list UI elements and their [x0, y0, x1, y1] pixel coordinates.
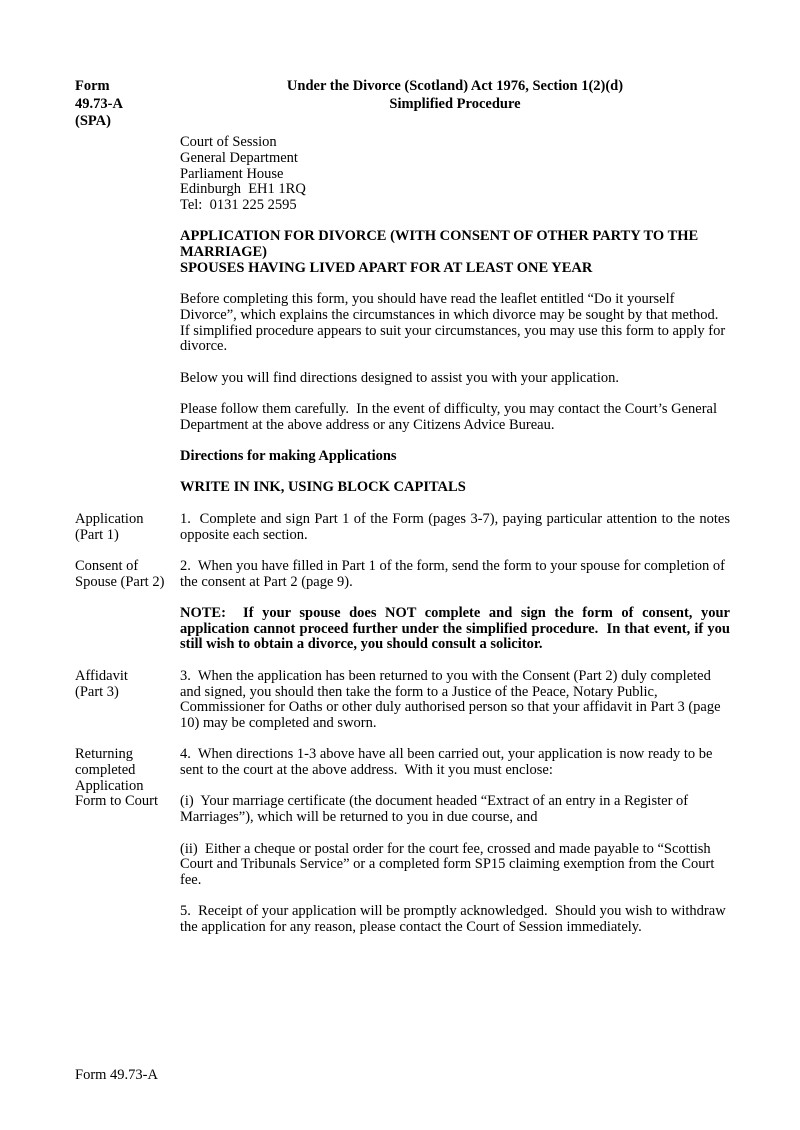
direction-3-label-line-2: (Part 3)	[75, 683, 119, 700]
document-title	[180, 78, 730, 131]
document-header	[75, 78, 730, 131]
note-paragraph: NOTE: If your spouse does NOT complete and sign the form of consent, your application cannot proceed further under the simplified procedure. In that event, if you still wish to obtain a divorce, you should consult a solicitor.	[180, 605, 730, 653]
direction-3-label-line-1: Affidavit	[75, 667, 128, 684]
direction-1-label	[75, 512, 180, 559]
block-capitals-note: WRITE IN INK, USING BLOCK CAPITALS	[180, 479, 466, 496]
body-top-section	[75, 135, 730, 512]
intro-paragraph-2: Below you will find directions designed to assist you with your application.	[180, 369, 619, 386]
main-heading-line-1: APPLICATION FOR DIVORCE (WITH CONSENT OF OTHER PARTY TO THE MARRIAGE)	[180, 228, 699, 261]
direction-1-text: 1. Complete and sign Part 1 of the Form (pages 3-7), paying particular attention to the notes opposite each section.	[180, 510, 730, 543]
direction-item-2	[75, 559, 730, 606]
empty-label-column	[75, 135, 180, 512]
form-number-line-3: (SPA)	[75, 113, 111, 130]
direction-2-label-line-2: Spouse (Part 2)	[75, 573, 165, 590]
main-heading-line-2: SPOUSES HAVING LIVED APART FOR AT LEAST ONE YEAR	[180, 259, 593, 276]
direction-4-label	[75, 747, 180, 951]
note-section	[75, 606, 730, 669]
direction-3-text: 3. When the application has been returned to you with the Consent (Part 2) duly completed and signed, you should then take the form to a Justice of the Peace, Notary Public, Commissioner for Oaths or other duly authorised person so that your affidavit in Part 3 (page 10) may be completed and sworn.	[180, 667, 721, 731]
direction-item-4	[75, 747, 730, 951]
directions-heading: Directions for making Applications	[180, 448, 397, 465]
direction-2-label	[75, 559, 180, 606]
direction-3-label	[75, 669, 180, 748]
direction-item-1	[75, 512, 730, 559]
form-number-line-2: 49.73-A	[75, 95, 123, 112]
direction-1-label-line-2: (Part 1)	[75, 526, 119, 543]
enclosure-i-text: (i) Your marriage certificate (the document headed “Extract of an entry in a Register of Marriages”), which will be returned to you in due course, and	[180, 793, 689, 826]
direction-5-text: 5. Receipt of your application will be promptly acknowledged. Should you wish to withdraw the application for any reason, please contact the Court of Session immediately.	[180, 903, 726, 936]
title-line-1: Under the Divorce (Scotland) Act 1976, Section 1(2)(d)	[286, 78, 624, 94]
direction-4-label-line-2: completed	[75, 762, 136, 779]
footer-form-reference: Form 49.73-A	[75, 1067, 158, 1084]
address-line-5: Tel: 0131 225 2595	[180, 196, 297, 213]
address-line-1: Court of Session	[180, 134, 277, 151]
title-line-2: Simplified Procedure	[389, 95, 521, 112]
direction-4-text: 4. When directions 1-3 above have all been carried out, your application is now ready to be sent to the court at the above address. With it you must enclose:	[180, 746, 713, 779]
direction-4-label-line-3: Application	[75, 777, 144, 794]
court-address	[180, 135, 730, 214]
address-line-4: Edinburgh EH1 1RQ	[180, 181, 306, 198]
intro-paragraph-1: Before completing this form, you should have read the leaflet entitled “Do it yourself Divorce”, which explains the circumstances in which divorce may be sought by that method. If simplified procedure appears to suit your circumstances, you may use this form to apply for divorce.	[180, 291, 726, 355]
enclosure-ii-text: (ii) Either a cheque or postal order for the court fee, crossed and made payable to “Scottish Court and Tribunals Service” or a completed form SP15 claiming exemption from the Court fee.	[180, 840, 715, 888]
direction-4-label-line-1: Returning	[75, 746, 133, 763]
form-number-label	[75, 78, 180, 131]
intro-paragraph-3: Please follow them carefully. In the event of difficulty, you may contact the Court’s General Department at the above address or any Citizens Advice Bureau.	[180, 401, 718, 433]
direction-item-3	[75, 669, 730, 748]
direction-4-label-line-4: Form to Court	[75, 793, 158, 810]
direction-2-text: 2. When you have filled in Part 1 of the form, send the form to your spouse for completion of the consent at Part 2 (page 9).	[180, 557, 725, 590]
form-number-line-1: Form	[75, 78, 110, 94]
address-line-2: General Department	[180, 149, 298, 166]
main-heading	[180, 229, 730, 276]
empty-label-column	[75, 606, 180, 669]
address-line-3: Parliament House	[180, 165, 284, 182]
direction-2-label-line-1: Consent of	[75, 557, 139, 574]
direction-1-label-line-1: Application	[75, 510, 144, 527]
